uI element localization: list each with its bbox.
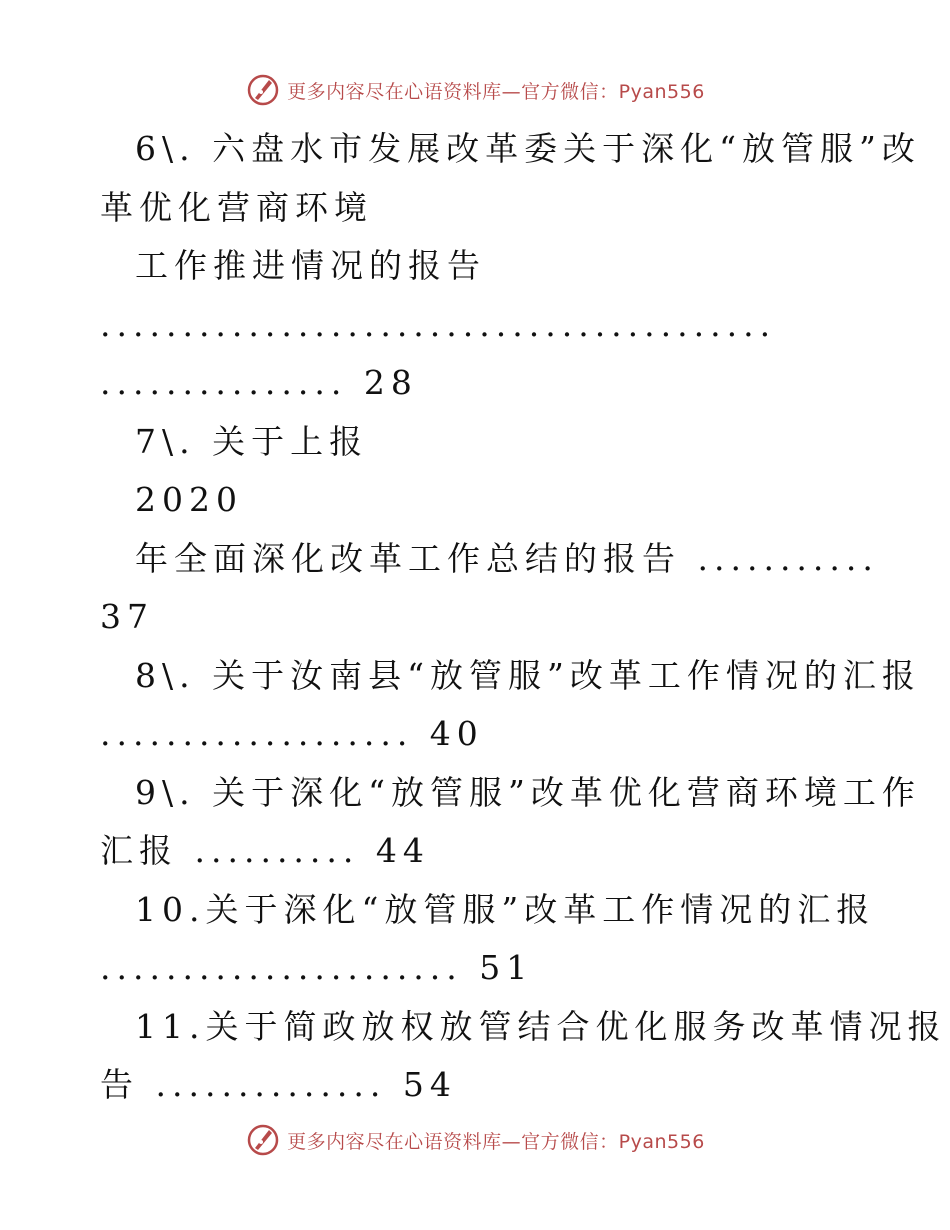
quill-emblem-icon — [245, 72, 281, 108]
footer-banner — [0, 1120, 950, 1160]
banner-text: 更多内容尽在心语资料库—官方微信：Pyan556 — [287, 80, 705, 103]
toc-line: 2020 — [135, 480, 243, 519]
toc-line: 10.关于深化“放管服”改革工作情况的汇报 — [135, 889, 876, 929]
banner-text: 更多内容尽在心语资料库—官方微信：Pyan556 — [287, 1130, 705, 1153]
toc-line: 37 — [100, 597, 154, 636]
toc-line: 7\. 关于上报 — [135, 421, 369, 461]
toc-line: 11.关于简政放权放管结合优化服务改革情况报 — [135, 1006, 947, 1046]
toc-line: 革优化营商环境 — [100, 187, 373, 227]
toc-line: 工作推进情况的报告 — [135, 246, 486, 285]
header-banner — [0, 70, 950, 110]
toc-line: 9\. 关于深化“放管服”改革优化营商环境工作 — [135, 772, 921, 812]
toc-line: ................... 40 — [100, 714, 484, 753]
toc-line: ...................... 51 — [100, 948, 534, 987]
toc-line: 6\. 六盘水市发展改革委关于深化“放管服”改 — [135, 129, 921, 168]
toc-line: 告 .............. 54 — [100, 1065, 457, 1104]
toc-line: 汇报 .......... 44 — [100, 831, 430, 870]
toc-line: 8\. 关于汝南县“放管服”改革工作情况的汇报 — [135, 655, 921, 695]
table-of-contents — [100, 120, 947, 1115]
toc-line: ............... 28 — [100, 363, 418, 402]
toc-line: ......................................... — [100, 304, 777, 344]
toc-line: 年全面深化改革工作总结的报告 ........... — [135, 538, 879, 578]
quill-emblem-icon — [245, 1122, 281, 1158]
